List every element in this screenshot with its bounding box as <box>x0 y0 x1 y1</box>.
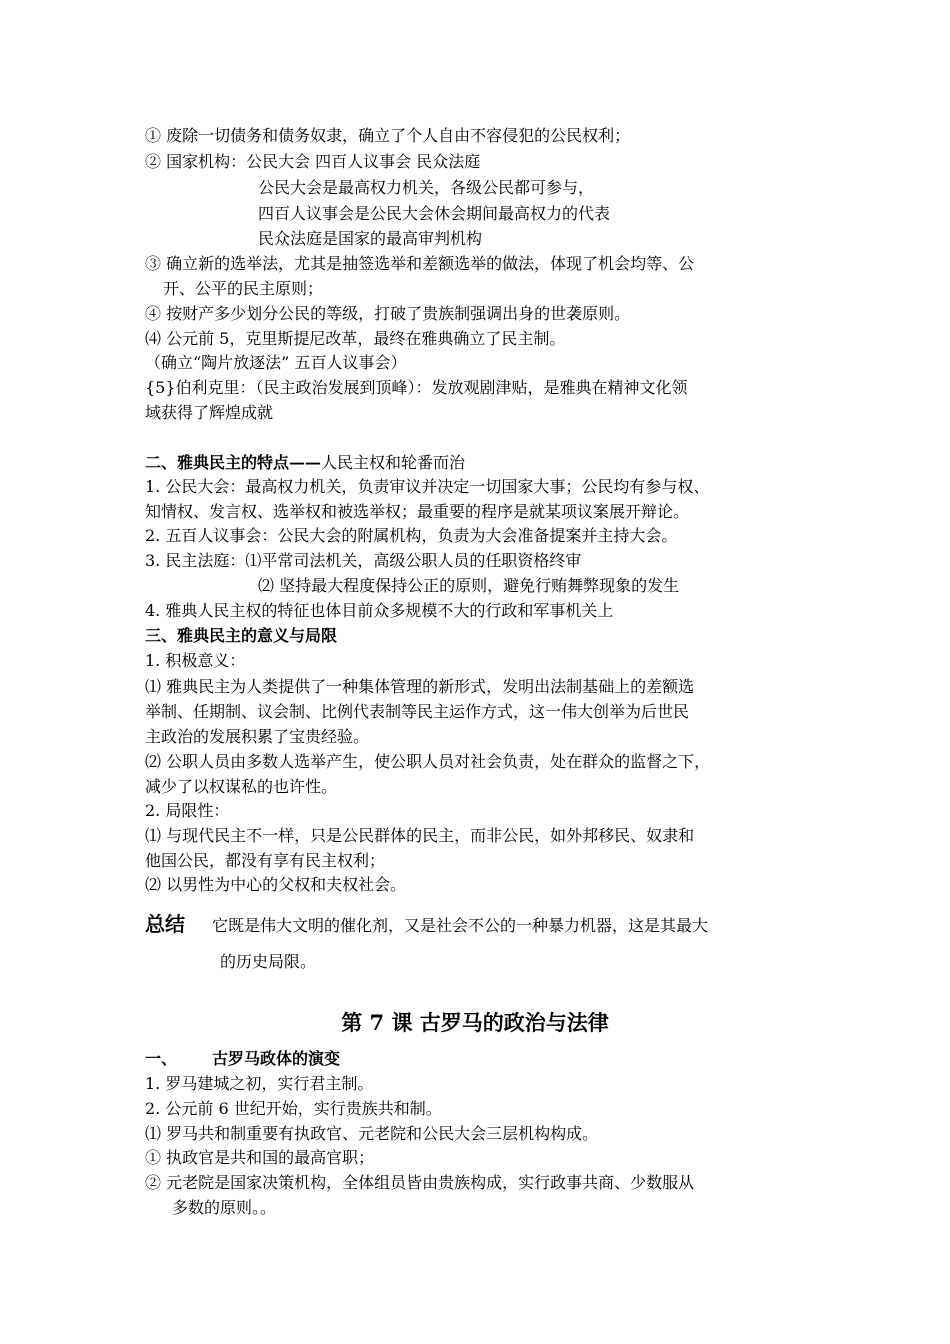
text-line: ② 国家机构：公民大会 四百人议事会 民众法庭 <box>145 152 481 171</box>
section-heading-number: 一、 <box>145 1049 178 1068</box>
text-line: 2. 五百人议事会：公民大会的附属机构，负责为大会准备提案并主持大会。 <box>145 526 678 545</box>
text-line: ⑵ 以男性为中心的父权和夫权社会。 <box>145 875 407 894</box>
text-line: 1. 积极意义： <box>145 651 246 670</box>
section-heading: 古罗马政体的演变 <box>212 1049 341 1068</box>
text-line: 2. 公元前 6 世纪开始，实行贵族共和制。 <box>145 1099 442 1118</box>
text-line: 1. 公民大会：最高权力机关，负责审议并决定一切国家大事；公民均有参与权、 <box>145 477 710 496</box>
text-line: （确立“陶片放逐法” 五百人议事会） <box>145 353 407 372</box>
text-line: ⑴ 与现代民主不一样，只是公民群体的民主，而非公民，如外邦移民、奴隶和 <box>145 826 695 845</box>
text-line: ③ 确立新的选举法，尤其是抽签选举和差额选举的做法，体现了机会均等、公 <box>145 254 695 273</box>
text-line: 主政治的发展积累了宝贵经验。 <box>145 727 370 746</box>
text-line: 的历史局限。 <box>220 952 317 971</box>
text-line: 2. 局限性： <box>145 801 230 820</box>
text-line: 域获得了辉煌成就 <box>145 403 274 422</box>
text-line: 民众法庭是国家的最高审判机构 <box>258 229 483 248</box>
text-line: 4. 雅典人民主权的特征也体目前众多规模不大的行政和军事机关上 <box>145 601 614 620</box>
text-line: 开、公平的民主原则； <box>163 279 324 298</box>
text-line: ⑴ 罗马共和制重要有执政官、元老院和公民大会三层机构构成。 <box>145 1124 599 1143</box>
text-line: ⑷ 公元前 5，克里斯提尼改革，最终在雅典确立了民主制。 <box>145 329 566 348</box>
lesson-title: 第 7 课 古罗马的政治与法律 <box>341 1010 609 1035</box>
text-line: ① 废除一切债务和债务奴隶，确立了个人自由不容侵犯的公民权利； <box>145 126 631 145</box>
section-heading-label: 二、雅典民主的特点—— <box>145 453 322 472</box>
text-line: 减少了以权谋私的也许性。 <box>145 777 338 796</box>
text-line: 举制、任期制、议会制、比例代表制等民主运作方式，这一伟大创举为后世民 <box>145 702 690 721</box>
text-line: 公民大会是最高权力机关，各级公民都可参与， <box>258 178 595 197</box>
text-line: 他国公民，都没有享有民主权利； <box>145 851 386 870</box>
section-heading: 三、雅典民主的意义与局限 <box>145 626 338 645</box>
text-line: 3. 民主法庭：⑴平常司法机关，高级公职人员的任职资格终审 <box>145 551 582 570</box>
text-line: ⑴ 雅典民主为人类提供了一种集体管理的新形式，发明出法制基础上的差额选 <box>145 677 695 696</box>
text-line: 它既是伟大文明的催化剂，又是社会不公的一种暴力机器，这是其最大 <box>212 916 709 935</box>
text-line: 1. 罗马建城之初，实行君主制。 <box>145 1074 374 1093</box>
text-line: {5}伯利克里：（民主政治发展到顶峰）：发放观剧津贴，是雅典在精神文化领 <box>145 378 688 397</box>
text-line: 知情权、发言权、选举权和被选举权；最重要的程序是就某项议案展开辩论。 <box>145 502 690 521</box>
text-line: ④ 按财产多少划分公民的等级，打破了贵族制强调出身的世袭原则。 <box>145 304 631 323</box>
text-line: ① 执政官是共和国的最高官职； <box>145 1148 375 1167</box>
text-line: ② 元老院是国家决策机构，全体组员皆由贵族构成，实行政事共商、少数服从 <box>145 1173 695 1192</box>
section-heading <box>145 451 465 475</box>
section-heading-tail: 人民主权和轮番而治 <box>321 453 466 472</box>
text-line: ⑵ 公职人员由多数人选举产生，使公职人员对社会负责，处在群众的监督之下， <box>145 752 711 771</box>
text-line: ⑵ 坚持最大程度保持公正的原则，避免行贿舞弊现象的发生 <box>258 576 680 595</box>
summary-label: 总结 <box>145 912 185 936</box>
text-line: 四百人议事会是公民大会休会期间最高权力的代表 <box>258 204 611 223</box>
text-line: 多数的原则。。 <box>172 1198 277 1217</box>
